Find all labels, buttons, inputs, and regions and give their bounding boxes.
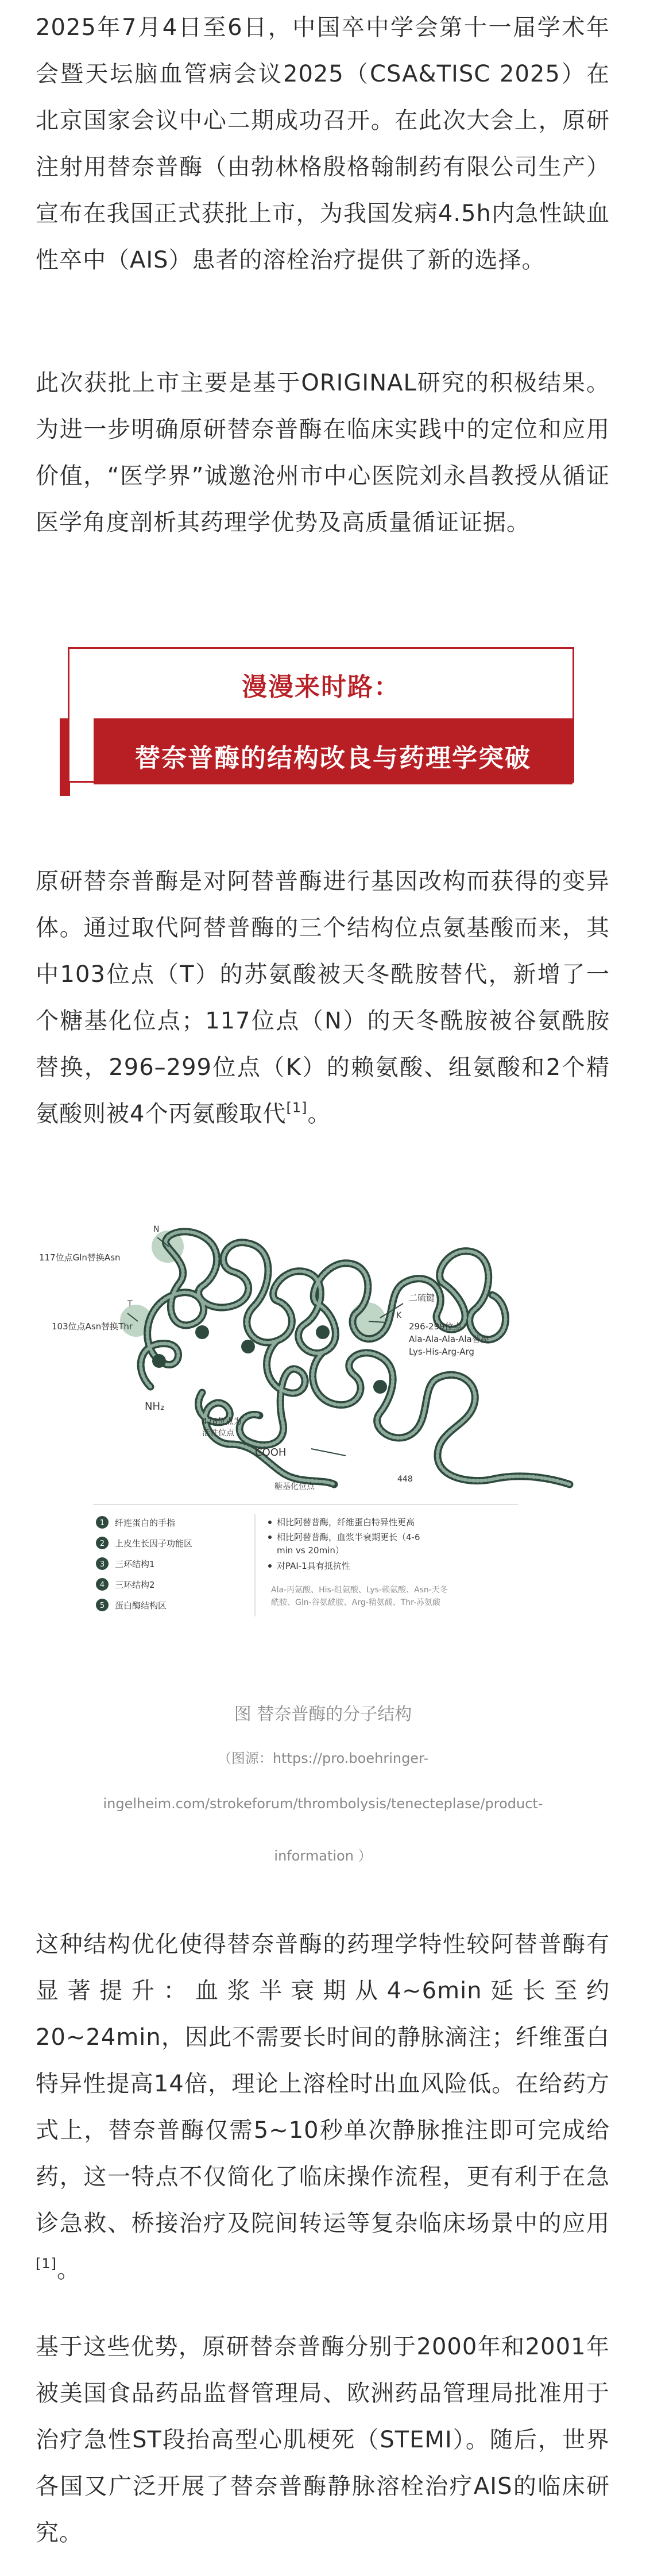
svg-text:三环结构2: 三环结构2 bbox=[115, 1580, 155, 1590]
nh2-label: NH₂ bbox=[145, 1401, 165, 1413]
reference-marker[interactable]: [1] bbox=[36, 2256, 57, 2272]
svg-text:纤连蛋白的手指: 纤连蛋白的手指 bbox=[115, 1518, 176, 1528]
glyco-label: 糖基化位点 bbox=[274, 1482, 315, 1491]
approval-paragraph: 基于这些优势，原研替奈普酶分别于2000年和2001年被美国食品药品监督管理局、欧洲药品管理局批准用于治疗急性ST段抬高型心肌梗死（STEMI）。随后，世界各国又广泛开展了替奈普酶静脉溶栓治疗AIS的临床研究。 bbox=[36, 2334, 610, 2546]
bullet-halflife-1: 相比阿替普酶，血浆半衰期更长（4-6 bbox=[277, 1532, 420, 1542]
disulfide-label: 二硫键 bbox=[409, 1293, 435, 1303]
structure-end: 。 bbox=[307, 1101, 331, 1127]
cooh-label: COOH bbox=[255, 1446, 287, 1459]
svg-text:5: 5 bbox=[99, 1602, 105, 1610]
bullet-halflife-2: min vs 20min） bbox=[277, 1545, 344, 1556]
figure-source-1: （图源：https://pro.boehringer- bbox=[217, 1750, 429, 1766]
svg-text:2: 2 bbox=[99, 1540, 105, 1548]
site478-label-1: 478位点为 bbox=[202, 1417, 242, 1426]
asn103-label: 103位点Asn替换Thr bbox=[52, 1321, 133, 1332]
structure-text: 原研替奈普酶是对阿替普酶进行基因改构而获得的变异体。通过取代阿替普酶的三个结构位点氨基酸而来，其中103位点（T）的苏氨酸被天冬酰胺替代，新增了一个糖基化位点；117位点（N）的天冬酰胺被谷氨酰胺替换，296–299位点（K）的赖氨酸、组氨酸和2个精氨酸则被4个丙氨酸取代 bbox=[36, 868, 610, 1127]
svg-text:3: 3 bbox=[99, 1560, 105, 1569]
bullet-pai: 对PAI-1具有抵抗性 bbox=[277, 1561, 350, 1571]
pharmacology-text: 这种结构优化使得替奈普酶的药理学特性较阿替普酶有显著提升：血浆半衰期从4~6min延长至约20~24min，因此不需要长时间的静脉滴注；纤维蛋白特异性提高14倍，理论上溶栓时出血风险低。在给药方式上，替奈普酶仅需5~10秒单次静脉推注即可完成给药，这一特点不仅简化了临床操作流程，更有利于在急诊急救、桥接治疗及院间转运等复杂临床场景中的应用 bbox=[36, 1931, 610, 2237]
legend bbox=[96, 1516, 192, 1611]
figure-source-link[interactable]: ingelheim.com/strokeforum/thrombolysis/tenecteplase/product- bbox=[103, 1796, 543, 1812]
section-heading-bar bbox=[94, 718, 572, 784]
site478-label-2: 活性位点 bbox=[202, 1429, 234, 1438]
k-original-label: Lys-His-Arg-Arg bbox=[409, 1347, 474, 1357]
k-replace-label: Ala-Ala-Ala-Ala替换 bbox=[409, 1334, 489, 1344]
pharmacology-paragraph bbox=[36, 1921, 610, 2293]
molecule-diagram bbox=[36, 1214, 610, 1703]
reference-marker[interactable]: [1] bbox=[286, 1100, 308, 1116]
k-site-label: 296-299位点 bbox=[409, 1321, 462, 1332]
abbrev-line-2: 酰胺、Gln-谷氨酰胺、Arg-精氨酸、Thr-苏氨酸 bbox=[271, 1598, 441, 1607]
svg-text:蛋白酶结构区: 蛋白酶结构区 bbox=[115, 1600, 167, 1611]
figure-source-3: information ） bbox=[274, 1848, 372, 1864]
k-marker-label: K bbox=[396, 1311, 402, 1320]
legend-item-4 bbox=[96, 1578, 155, 1591]
molecule-figure bbox=[36, 1214, 610, 1703]
pharmacology-end: 。 bbox=[57, 2257, 80, 2283]
n448-label: 448 bbox=[397, 1475, 413, 1484]
bullet-fibrin: 相比阿替普酶，纤维蛋白特异性更高 bbox=[277, 1517, 415, 1527]
legend-item-2 bbox=[96, 1537, 192, 1549]
property-bullets bbox=[268, 1517, 420, 1571]
section-heading-line1: 漫漫来时路： bbox=[242, 672, 400, 702]
abbrev-line-1: Ala-丙氨酸、His-组氨酸、Lys-赖氨酸、Asn-天冬 bbox=[271, 1585, 448, 1595]
t-marker-label: T bbox=[127, 1299, 133, 1309]
background-paragraph: 此次获批上市主要是基于ORIGINAL研究的积极结果。为进一步明确原研替奈普酶在临床实践中的定位和应用价值，“医学界”诚邀沧州市中心医院刘永昌教授从循证医学角度剖析其药理学优势及高质量循证证据。 bbox=[36, 370, 610, 536]
n-marker-label: N bbox=[153, 1225, 160, 1234]
intro-paragraph: 2025年7月4日至6日，中国卒中学会第十一届学术年会暨天坛脑血管病会议2025（CSA&TISC 2025）在北京国家会议中心二期成功召开。在此次大会上，原研注射用替奈普酶（由勃林格殷格翰制药有限公司生产）宣布在我国正式获批上市，为我国发病4.5h内急性缺血性卒中（AIS）患者的溶栓治疗提供了新的选择。 bbox=[36, 14, 610, 273]
svg-text:上皮生长因子功能区: 上皮生长因子功能区 bbox=[115, 1538, 193, 1549]
legend-item-3 bbox=[96, 1557, 155, 1570]
svg-text:4: 4 bbox=[99, 1581, 105, 1589]
section-heading-line2: 替奈普酶的结构改良与药理学突破 bbox=[135, 744, 531, 773]
svg-text:1: 1 bbox=[99, 1519, 105, 1527]
asn117-label: 117位点Gln替换Asn bbox=[39, 1252, 121, 1263]
section-heading-box bbox=[68, 647, 574, 783]
svg-text:三环结构1: 三环结构1 bbox=[115, 1559, 155, 1569]
legend-item-1 bbox=[96, 1516, 175, 1529]
amino-acid-chain bbox=[141, 1232, 570, 1484]
legend-item-5 bbox=[96, 1599, 167, 1611]
figure-caption: 图 替奈普酶的分子结构 bbox=[234, 1704, 412, 1724]
structure-paragraph bbox=[36, 858, 610, 1138]
